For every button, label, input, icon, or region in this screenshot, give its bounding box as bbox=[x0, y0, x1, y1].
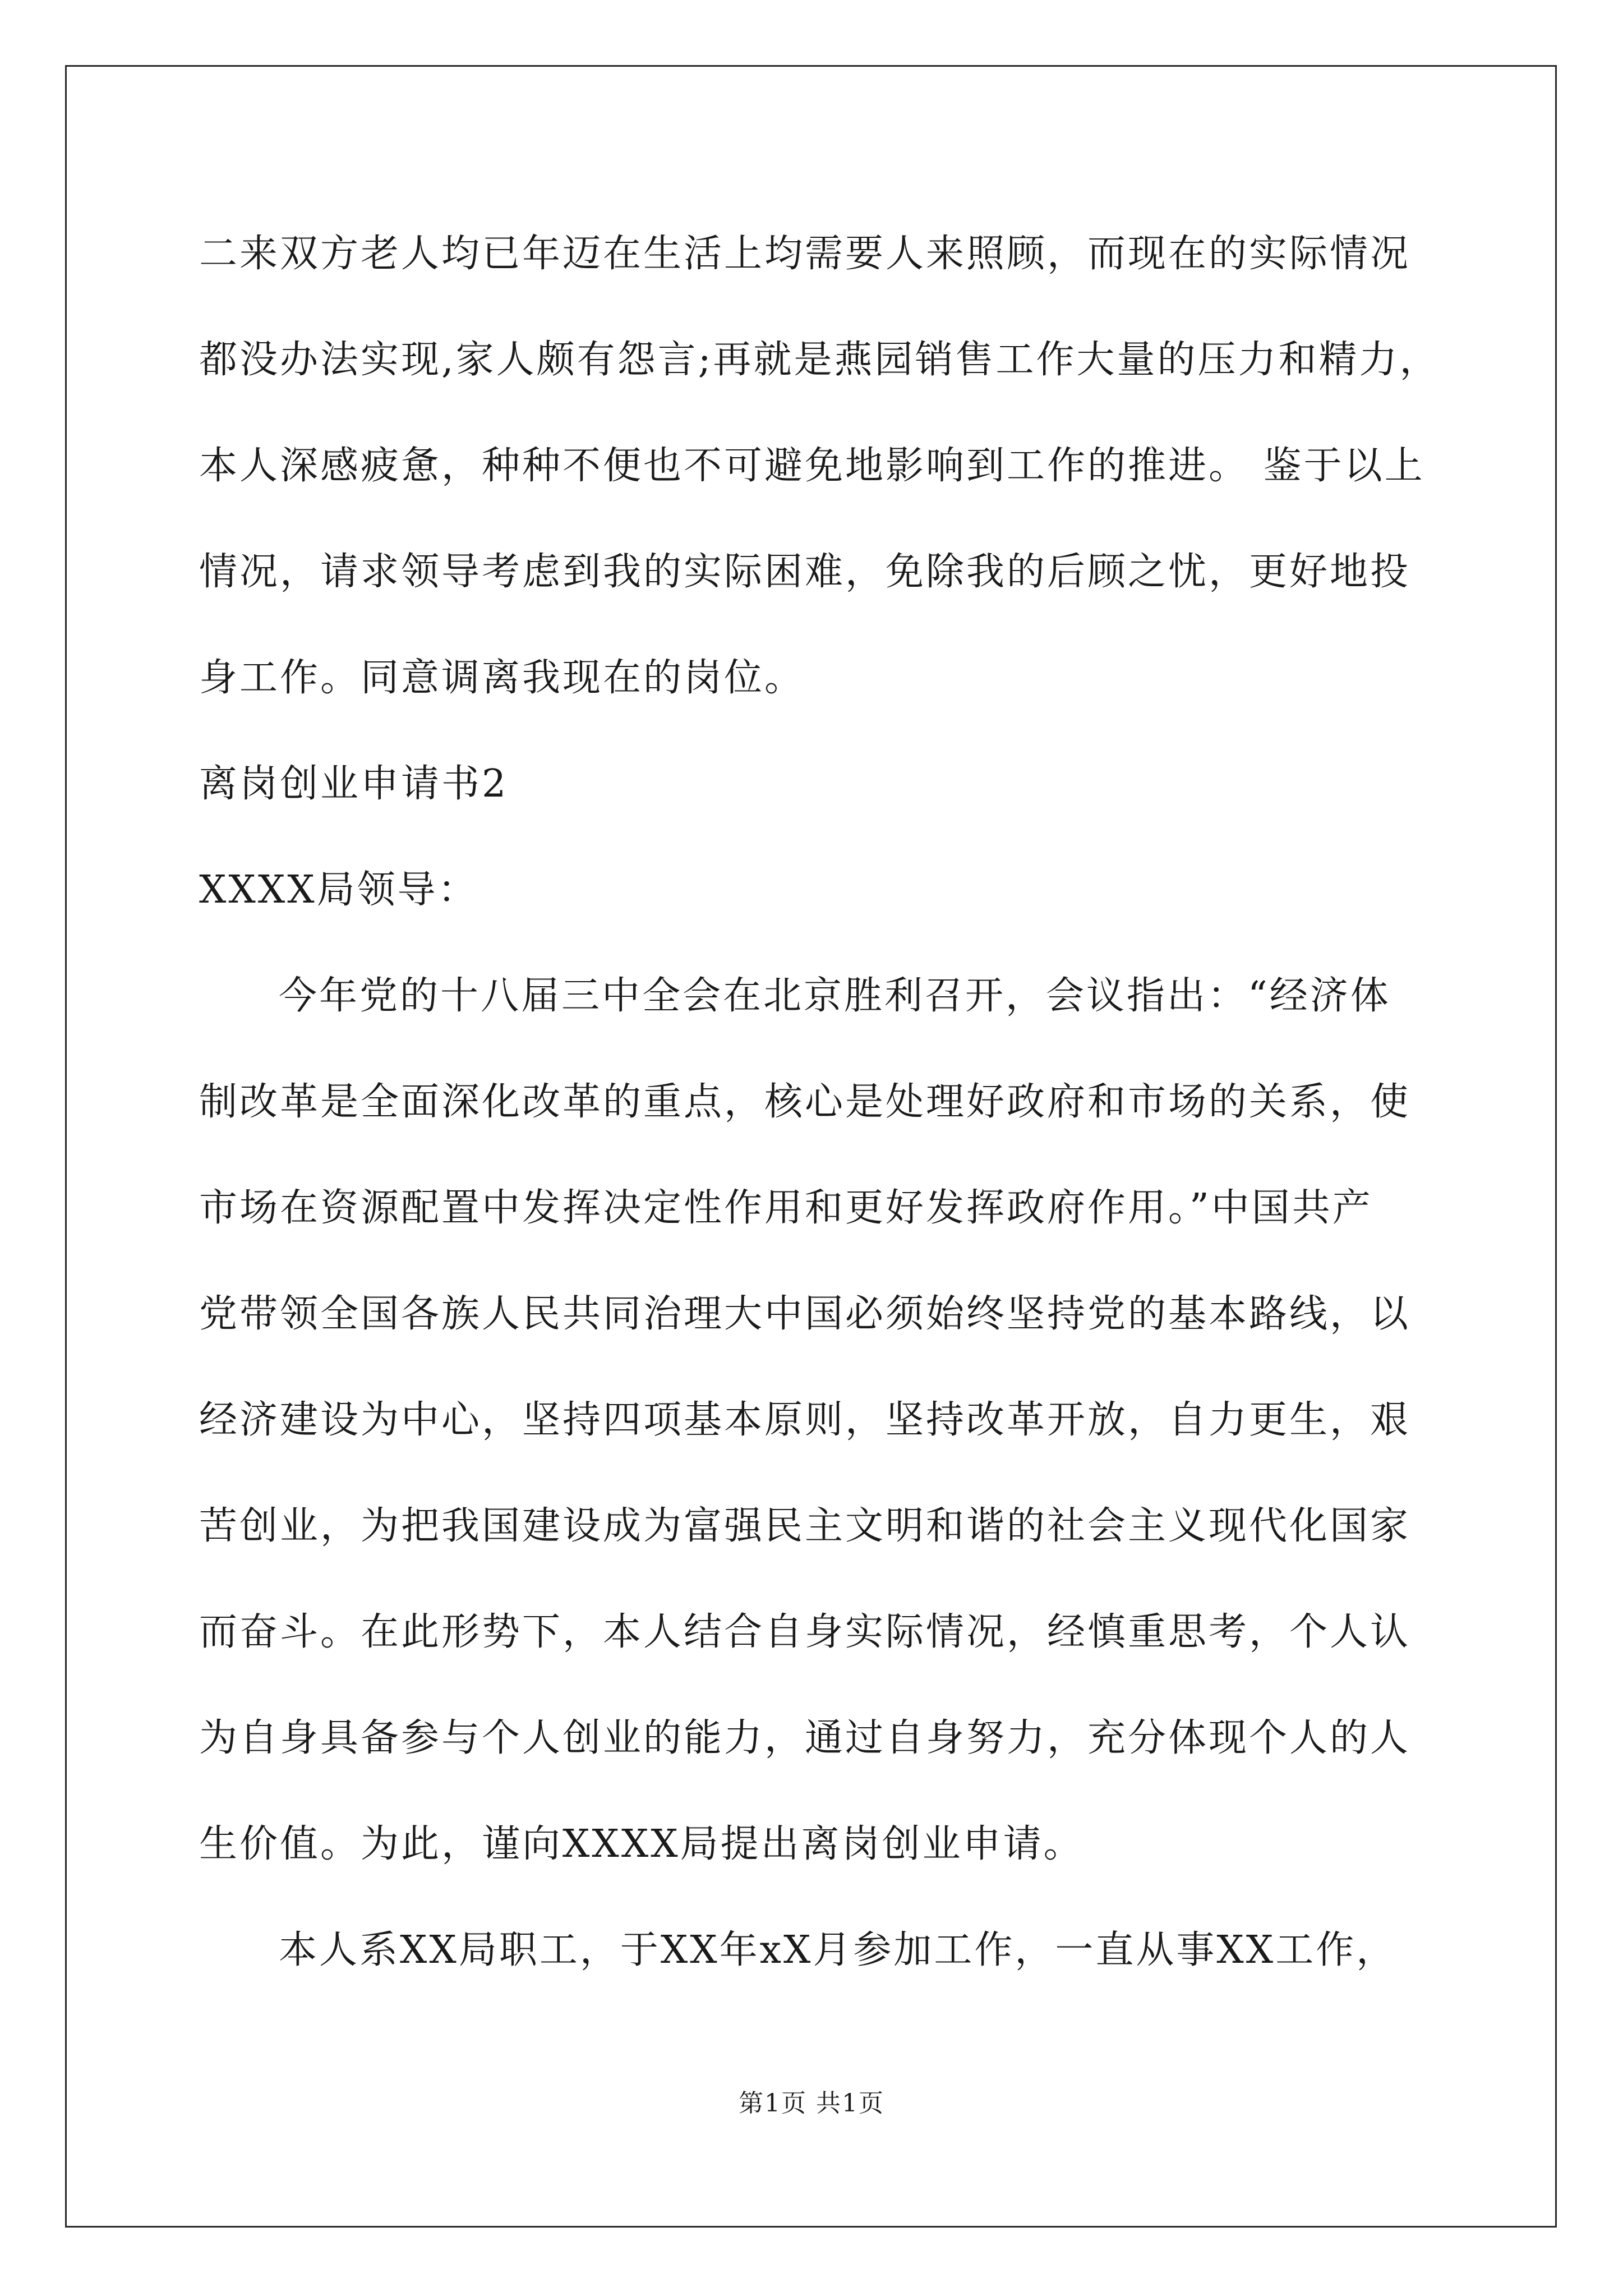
paragraph-line: 而奋斗。在此形势下，本人结合自身实际情况，经慎重思考，个人认 bbox=[199, 1610, 1411, 1654]
paragraph-line: 今年党的十八届三中全会在北京胜利召开，会议指出：“经济体 bbox=[279, 974, 1391, 1018]
paragraph-line: 身工作。同意调离我现在的岗位。 bbox=[199, 656, 805, 700]
paragraph-line: 制改革是全面深化改革的重点，核心是处理好政府和市场的关系，使 bbox=[199, 1080, 1411, 1124]
paragraph-line: 苦创业，为把我国建设成为富强民主文明和谐的社会主义现代化国家 bbox=[199, 1504, 1411, 1548]
page-border bbox=[65, 65, 1557, 2228]
paragraph-line: 二来双方老人均已年迈在生活上均需要人来照顾，而现在的实际情况 bbox=[199, 232, 1411, 276]
paragraph-line: 情况，请求领导考虑到我的实际困难，免除我的后顾之忧，更好地投 bbox=[199, 550, 1411, 594]
paragraph-line: 经济建设为中心，坚持四项基本原则，坚持改革开放，自力更生，艰 bbox=[199, 1398, 1411, 1442]
section-title: 离岗创业申请书2 bbox=[199, 762, 509, 806]
paragraph-line: 党带领全国各族人民共同治理大中国必须始终坚持党的基本路线，以 bbox=[199, 1292, 1411, 1336]
paragraph-line: 为自身具备参与个人创业的能力，通过自身努力，充分体现个人的人 bbox=[199, 1716, 1411, 1760]
paragraph-line: 市场在资源配置中发挥决定性作用和更好发挥政府作用。”中国共产 bbox=[199, 1186, 1373, 1230]
paragraph-line: 本人系XX局职工，于XX年xX月参加工作，一直从事XX工作， bbox=[279, 1928, 1397, 1972]
paragraph-line: 都没办法实现,家人颇有怨言;再就是燕园销售工作大量的压力和精力， bbox=[199, 338, 1440, 382]
page-number: 第1页 共1页 bbox=[739, 2089, 884, 2118]
paragraph-line: 生价值。为此，谨向XXXX局提出离岗创业申请。 bbox=[199, 1822, 1084, 1866]
salutation: XXXX局领导： bbox=[199, 868, 478, 912]
paragraph-line: 本人深感疲惫，种种不便也不可避免地影响到工作的推进。 鉴于以上 bbox=[199, 444, 1425, 488]
